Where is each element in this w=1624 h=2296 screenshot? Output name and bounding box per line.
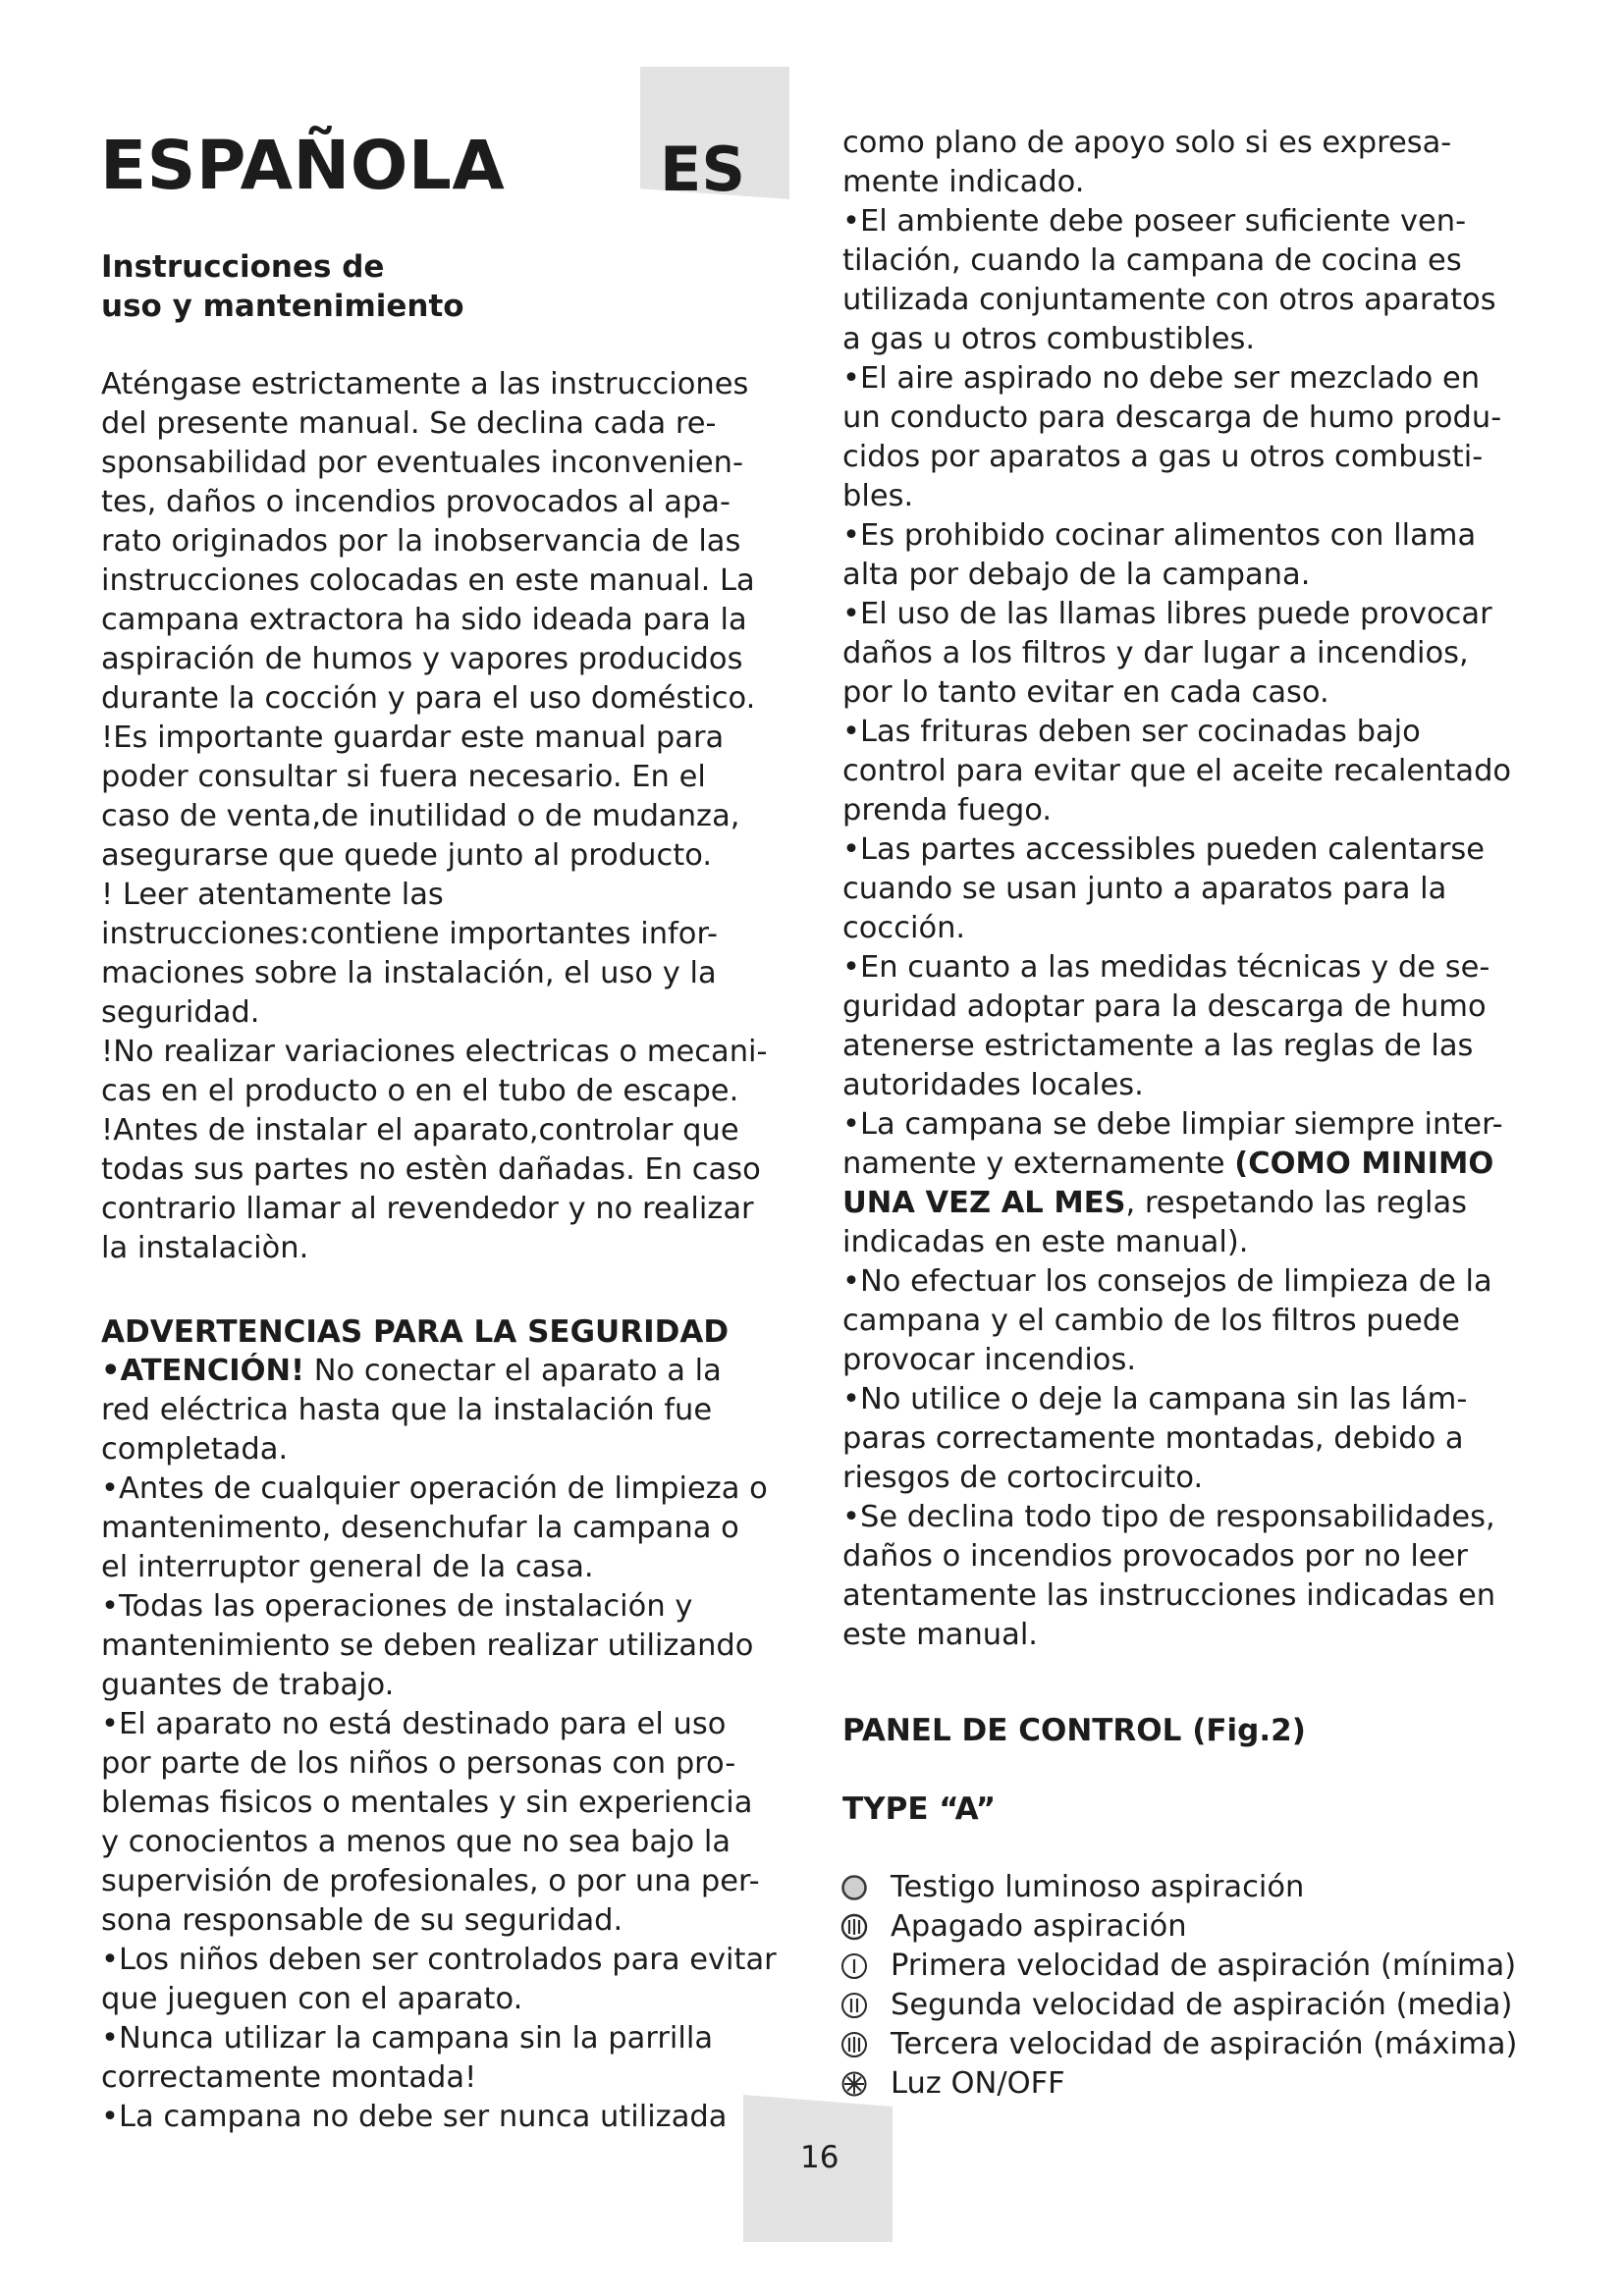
text-line: •En cuanto a las medidas técnicas y de se-: [842, 950, 1490, 985]
text-line: autoridades locales.: [842, 1068, 1144, 1102]
text-line: un conducto para descarga de humo produ-: [842, 400, 1502, 435]
speed-1-icon: [839, 1951, 869, 1981]
text-line: •El aire aspirado no debe ser mezclado en: [842, 361, 1481, 396]
text-line: asegurarse que quede junto al producto.: [101, 838, 713, 873]
text-line: paras correctamente montadas, debido a: [842, 1421, 1464, 1456]
text-line: mente indicado.: [842, 165, 1085, 199]
text-line: tilación, cuando la campana de cocina es: [842, 243, 1462, 278]
text-line: daños o incendios provocados por no leer: [842, 1539, 1468, 1574]
speed-3-icon: [839, 2030, 869, 2059]
text-line: !No realizar variaciones electricas o mecani-: [101, 1035, 768, 1069]
text-line: la instalaciòn.: [101, 1231, 309, 1265]
text-line: este manual.: [842, 1618, 1038, 1652]
text-line: el interruptor general de la casa.: [101, 1550, 594, 1584]
warning-line: •ATENCIÓN! No conectar el aparato a la: [101, 1354, 722, 1388]
text-line: •Es prohibido cocinar alimentos con llama: [842, 518, 1477, 553]
text-line: utilizada conjuntamente con otros aparatos: [842, 283, 1496, 317]
text-line: •Se declina todo tipo de responsabilidades,: [842, 1500, 1495, 1534]
text-line: •No utilice o deje la campana sin las lám-: [842, 1382, 1468, 1416]
text-line: !Antes de instalar el aparato,controlar que: [101, 1113, 739, 1148]
text-line: como plano de apoyo solo si es expresa-: [842, 126, 1452, 160]
text-line: •El ambiente debe poseer suficiente ven-: [842, 204, 1467, 239]
text-line: •No efectuar los consejos de limpieza de la: [842, 1264, 1492, 1299]
page-title: ESPAÑOLA: [100, 127, 506, 205]
text-line: todas sus partes no estèn dañadas. En caso: [101, 1152, 761, 1187]
subtitle: Instrucciones de uso y mantenimiento: [101, 249, 464, 324]
text-line: seguridad.: [101, 995, 260, 1030]
text-line: ! Leer atentamente las: [101, 878, 444, 912]
language-code: ES: [660, 133, 746, 205]
text-line: durante la cocción y para el uso doméstico.: [101, 681, 756, 716]
mixed-line-2: UNA VEZ AL MES, respetando las reglas: [842, 1186, 1468, 1220]
text-line: cidos por aparatos a gas u otros combusti-: [842, 440, 1484, 474]
text-line: por lo tanto evitar en cada caso.: [842, 675, 1329, 710]
indicator-light-icon: [839, 1873, 869, 1902]
text-line: campana extractora ha sido ideada para la: [101, 603, 747, 637]
text-line: tes, daños o incendios provocados al apa-: [101, 485, 731, 519]
text-line: instrucciones colocadas en este manual. La: [101, 563, 755, 598]
text-line: •Todas las operaciones de instalación y: [101, 1589, 693, 1624]
text-line: blemas fisicos o mentales y sin experiencia: [101, 1786, 753, 1820]
control-item: Apagado aspiración: [839, 1907, 1517, 1947]
text-line: que jueguen con el aparato.: [101, 1982, 523, 2016]
safety-text: [101, 1352, 777, 2137]
text-line: completada.: [101, 1432, 289, 1467]
text-line: poder consultar si fuera necesario. En el: [101, 760, 706, 794]
speed-2-icon: [839, 1991, 869, 2020]
fan-off-icon: [839, 1912, 869, 1942]
text-line: •Los niños deben ser controlados para evitar: [101, 1943, 777, 1977]
text-line: supervisión de profesionales, o por una per-: [101, 1864, 760, 1898]
text-line: a gas u otros combustibles.: [842, 322, 1256, 356]
right-text: [842, 124, 1511, 1655]
text-line: y conocientos a menos que no sea bajo la: [101, 1825, 731, 1859]
page-number: 16: [800, 2140, 839, 2175]
control-item: Primera velocidad de aspiración (mínima): [839, 1947, 1517, 1986]
text-line: guridad adoptar para la descarga de humo: [842, 989, 1487, 1024]
text-line: mantenimiento se deben realizar utilizando: [101, 1629, 754, 1663]
text-line: riesgos de cortocircuito.: [842, 1461, 1204, 1495]
text-line: daños a los filtros y dar lugar a incendios,: [842, 636, 1469, 670]
text-line: atenerse estrictamente a las reglas de las: [842, 1029, 1474, 1063]
text-line: !Es importante guardar este manual para: [101, 721, 725, 755]
text-line: del presente manual. Se declina cada re-: [101, 406, 717, 441]
text-line: •Nunca utilizar la campana sin la parrilla: [101, 2021, 714, 2056]
text-line: •Las partes accessibles pueden calentarse: [842, 832, 1486, 867]
text-line: prenda fuego.: [842, 793, 1053, 828]
text-line: alta por debajo de la campana.: [842, 558, 1311, 592]
text-line: cuando se usan junto a aparatos para la: [842, 872, 1447, 906]
text-line: guantes de trabajo.: [101, 1668, 395, 1702]
light-icon: [839, 2069, 869, 2099]
control-item: Luz ON/OFF: [839, 2064, 1517, 2104]
text-line: provocar incendios.: [842, 1343, 1137, 1377]
text-line: indicadas en este manual).: [842, 1225, 1249, 1259]
text-line: sponsabilidad por eventuales inconvenien-: [101, 446, 743, 480]
text-line: caso de venta,de inutilidad o de mudanza,: [101, 799, 740, 833]
text-line: •El aparato no está destinado para el uso: [101, 1707, 727, 1741]
text-line: contrario llamar al revendedor y no realizar: [101, 1192, 754, 1226]
control-list: [839, 1868, 1517, 2104]
mixed-line-1: namente y externamente (COMO MINIMO: [842, 1147, 1494, 1181]
control-item: Testigo luminoso aspiración: [839, 1868, 1517, 1907]
text-line: rato originados por la inobservancia de las: [101, 524, 741, 559]
text-line: maciones sobre la instalación, el uso y la: [101, 956, 717, 990]
intro-text: [101, 365, 768, 1268]
text-line: •La campana se debe limpiar siempre inter-: [842, 1107, 1503, 1142]
text-line: bles.: [842, 479, 914, 513]
text-line: cas en el producto o en el tubo de escape.: [101, 1074, 739, 1108]
text-line: control para evitar que el aceite recalentado: [842, 754, 1512, 788]
text-line: por parte de los niños o personas con pro-: [101, 1746, 736, 1781]
text-line: •Antes de cualquier operación de limpieza o: [101, 1471, 768, 1506]
type-heading: TYPE “A”: [842, 1791, 997, 1827]
text-line: aspiración de humos y vapores producidos: [101, 642, 743, 676]
text-line: atentamente las instrucciones indicadas en: [842, 1578, 1496, 1613]
text-line: instrucciones:contiene importantes infor-: [101, 917, 719, 951]
text-line: sona responsable de su seguridad.: [101, 1903, 623, 1938]
text-line: •Las frituras deben ser cocinadas bajo: [842, 715, 1421, 749]
text-line: cocción.: [842, 911, 966, 945]
control-panel-heading: PANEL DE CONTROL (Fig.2): [842, 1713, 1306, 1748]
text-line: mantenimento, desenchufar la campana o: [101, 1511, 739, 1545]
text-line: Aténgase estrictamente a las instrucciones: [101, 367, 749, 401]
safety-heading: ADVERTENCIAS PARA LA SEGURIDAD: [101, 1314, 730, 1350]
control-item: Segunda velocidad de aspiración (media): [839, 1986, 1517, 2025]
control-item: Tercera velocidad de aspiración (máxima): [839, 2025, 1517, 2064]
text-line: correctamente montada!: [101, 2060, 477, 2095]
text-line: •El uso de las llamas libres puede provocar: [842, 597, 1492, 631]
text-line: •La campana no debe ser nunca utilizada: [101, 2100, 728, 2134]
text-line: campana y el cambio de los filtros puede: [842, 1304, 1460, 1338]
text-line: red eléctrica hasta que la instalación fue: [101, 1393, 713, 1427]
